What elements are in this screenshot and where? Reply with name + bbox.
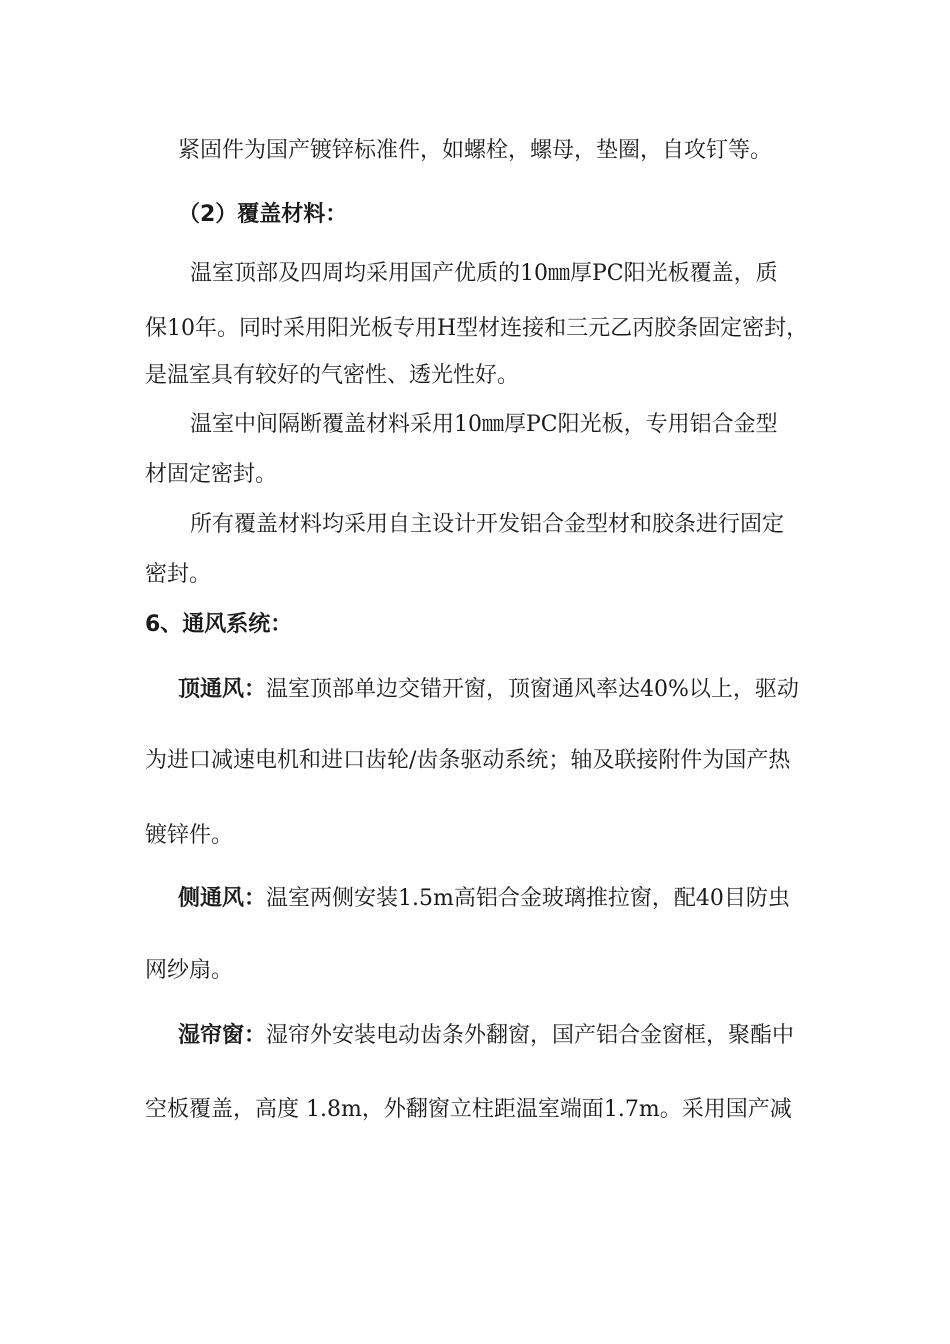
covering-heading: （2）覆盖材料： [178,202,348,227]
side-vent-text: 温室两侧安装1.5m高铝合金玻璃推拉窗，配40目防虫 [266,886,790,911]
covering-para2-line1: 温室中间隔断覆盖材料采用10㎜厚PC阳光板，专用铝合金型 [190,412,778,437]
wet-curtain-label: 湿帘窗： [178,1023,267,1048]
covering-para1-line2: 保10年。同时采用阳光板专用H型材连接和三元乙丙胶条固定密封， [145,316,809,341]
top-vent-line1 [178,675,799,705]
ventilation-heading: 6、通风系统： [145,612,293,637]
side-vent-label: 侧通风： [178,886,267,911]
covering-para3-line2: 密封。 [145,562,212,587]
top-vent-line3: 镀锌件。 [145,823,234,848]
top-vent-text: 温室顶部单边交错开窗，顶窗通风率达40%以上，驱动 [266,677,799,702]
top-vent-line2: 为进口减速电机和进口齿轮/齿条驱动系统；轴及联接附件为国产热 [145,748,791,773]
covering-para1-line3: 是温室具有较好的气密性、透光性好。 [145,363,520,388]
wet-curtain-text: 湿帘外安装电动齿条外翻窗，国产铝合金窗框，聚酯中 [266,1023,795,1048]
wet-curtain-line2: 空板覆盖，高度 1.8m，外翻窗立柱距温室端面1.7m。采用国产减 [145,1097,792,1122]
top-vent-label: 顶通风： [178,677,267,702]
covering-para3-line1: 所有覆盖材料均采用自主设计开发铝合金型材和胶条进行固定 [190,512,785,537]
covering-para1-line1: 温室顶部及四周均采用国产优质的10㎜厚PC阳光板覆盖，质 [190,261,778,286]
side-vent-line1 [178,884,790,914]
fasteners-line: 紧固件为国产镀锌标准件，如螺栓，螺母，垫圈，自攻钉等。 [178,138,773,163]
covering-para2-line2: 材固定密封。 [145,462,278,487]
side-vent-line2: 网纱扇。 [145,958,234,983]
wet-curtain-line1 [178,1021,794,1051]
